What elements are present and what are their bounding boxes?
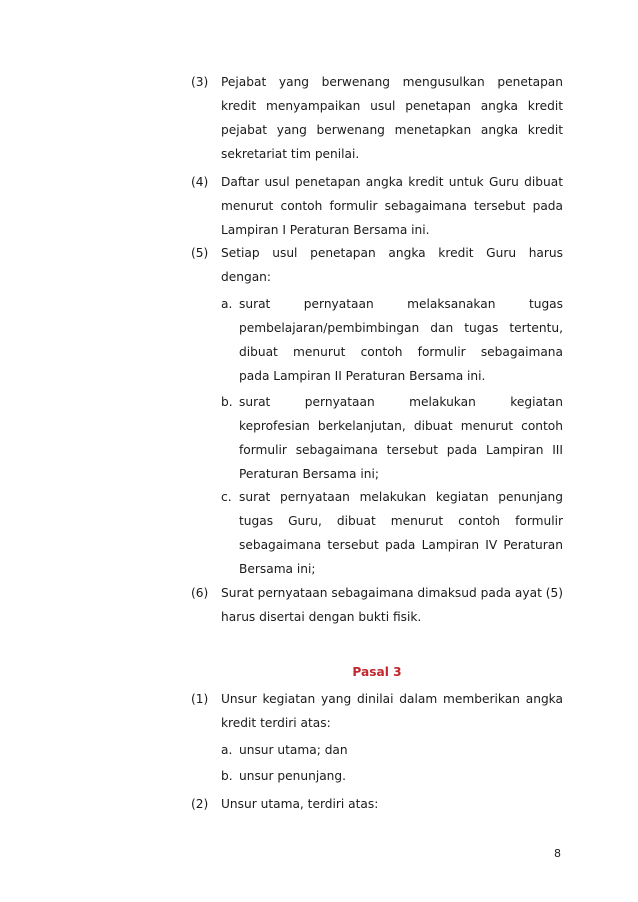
text-line: surat pernyataan melaksanakan tugas	[239, 297, 563, 311]
text-line: tugas Guru, dibuat menurut contoh formulir	[239, 514, 563, 528]
section-heading: Pasal 3	[352, 665, 402, 679]
paragraph-number: (5)	[191, 246, 209, 260]
paragraph-number: (4)	[191, 175, 209, 189]
paragraph-3	[191, 70, 563, 166]
pasal3-paragraph-2	[191, 792, 563, 816]
paragraph-number: (6)	[191, 586, 209, 600]
subitem-a	[221, 292, 563, 388]
text-line: surat pernyataan melakukan kegiatan	[239, 395, 563, 409]
text-line: Unsur kegiatan yang dinilai dalam memberikan angka	[221, 692, 563, 706]
text-line: Surat pernyataan sebagaimana dimaksud pada ayat (5)	[221, 586, 563, 600]
text-line: surat pernyataan melakukan kegiatan penunjang	[239, 490, 563, 504]
subitem-label: c.	[221, 490, 232, 504]
text-line: pada Lampiran II Peraturan Bersama ini.	[239, 369, 486, 383]
subitem-c	[221, 485, 563, 581]
text-line: menurut contoh formulir sebagaimana tersebut pada	[221, 199, 563, 213]
text-line: sebagaimana tersebut pada Lampiran IV Peraturan	[239, 538, 563, 552]
pasal3-subitem-a	[221, 738, 563, 762]
paragraph-6	[191, 581, 563, 629]
page-number: 8	[554, 847, 561, 860]
subitem-b	[221, 390, 563, 486]
text-line: unsur utama; dan	[239, 743, 348, 757]
paragraph-number: (1)	[191, 692, 209, 706]
paragraph-number: (3)	[191, 75, 209, 89]
text-line: unsur penunjang.	[239, 769, 347, 783]
pasal3-paragraph-1	[191, 687, 563, 735]
text-line: harus disertai dengan bukti fisik.	[221, 610, 422, 624]
subitem-label: a.	[221, 297, 233, 311]
subitem-label: a.	[221, 743, 233, 757]
text-line: pejabat yang berwenang menetapkan angka kredit	[221, 123, 563, 137]
paragraph-number: (2)	[191, 797, 209, 811]
text-line: dibuat menurut contoh formulir sebagaimana	[239, 345, 563, 359]
text-line: formulir sebagaimana tersebut pada Lampiran III	[239, 443, 563, 457]
text-line: Pejabat yang berwenang mengusulkan penetapan	[221, 75, 563, 89]
text-line: Unsur utama, terdiri atas:	[221, 797, 379, 811]
text-line: Bersama ini;	[239, 562, 316, 576]
subitem-label: b.	[221, 395, 233, 409]
text-line: pembelajaran/pembimbingan dan tugas tertentu,	[239, 321, 563, 335]
text-line: kredit menyampaikan usul penetapan angka kredit	[221, 99, 563, 113]
pasal3-subitem-b	[221, 764, 563, 788]
text-line: sekretariat tim penilai.	[221, 147, 360, 161]
text-line: Lampiran I Peraturan Bersama ini.	[221, 223, 430, 237]
text-line: Setiap usul penetapan angka kredit Guru harus	[221, 246, 563, 260]
paragraph-4	[191, 170, 563, 242]
text-line: keprofesian berkelanjutan, dibuat menurut contoh	[239, 419, 563, 433]
text-line: Daftar usul penetapan angka kredit untuk Guru dibuat	[221, 175, 563, 189]
text-line: kredit terdiri atas:	[221, 716, 331, 730]
paragraph-5	[191, 241, 563, 289]
text-line: dengan:	[221, 270, 271, 284]
subitem-label: b.	[221, 769, 233, 783]
text-line: Peraturan Bersama ini;	[239, 467, 379, 481]
